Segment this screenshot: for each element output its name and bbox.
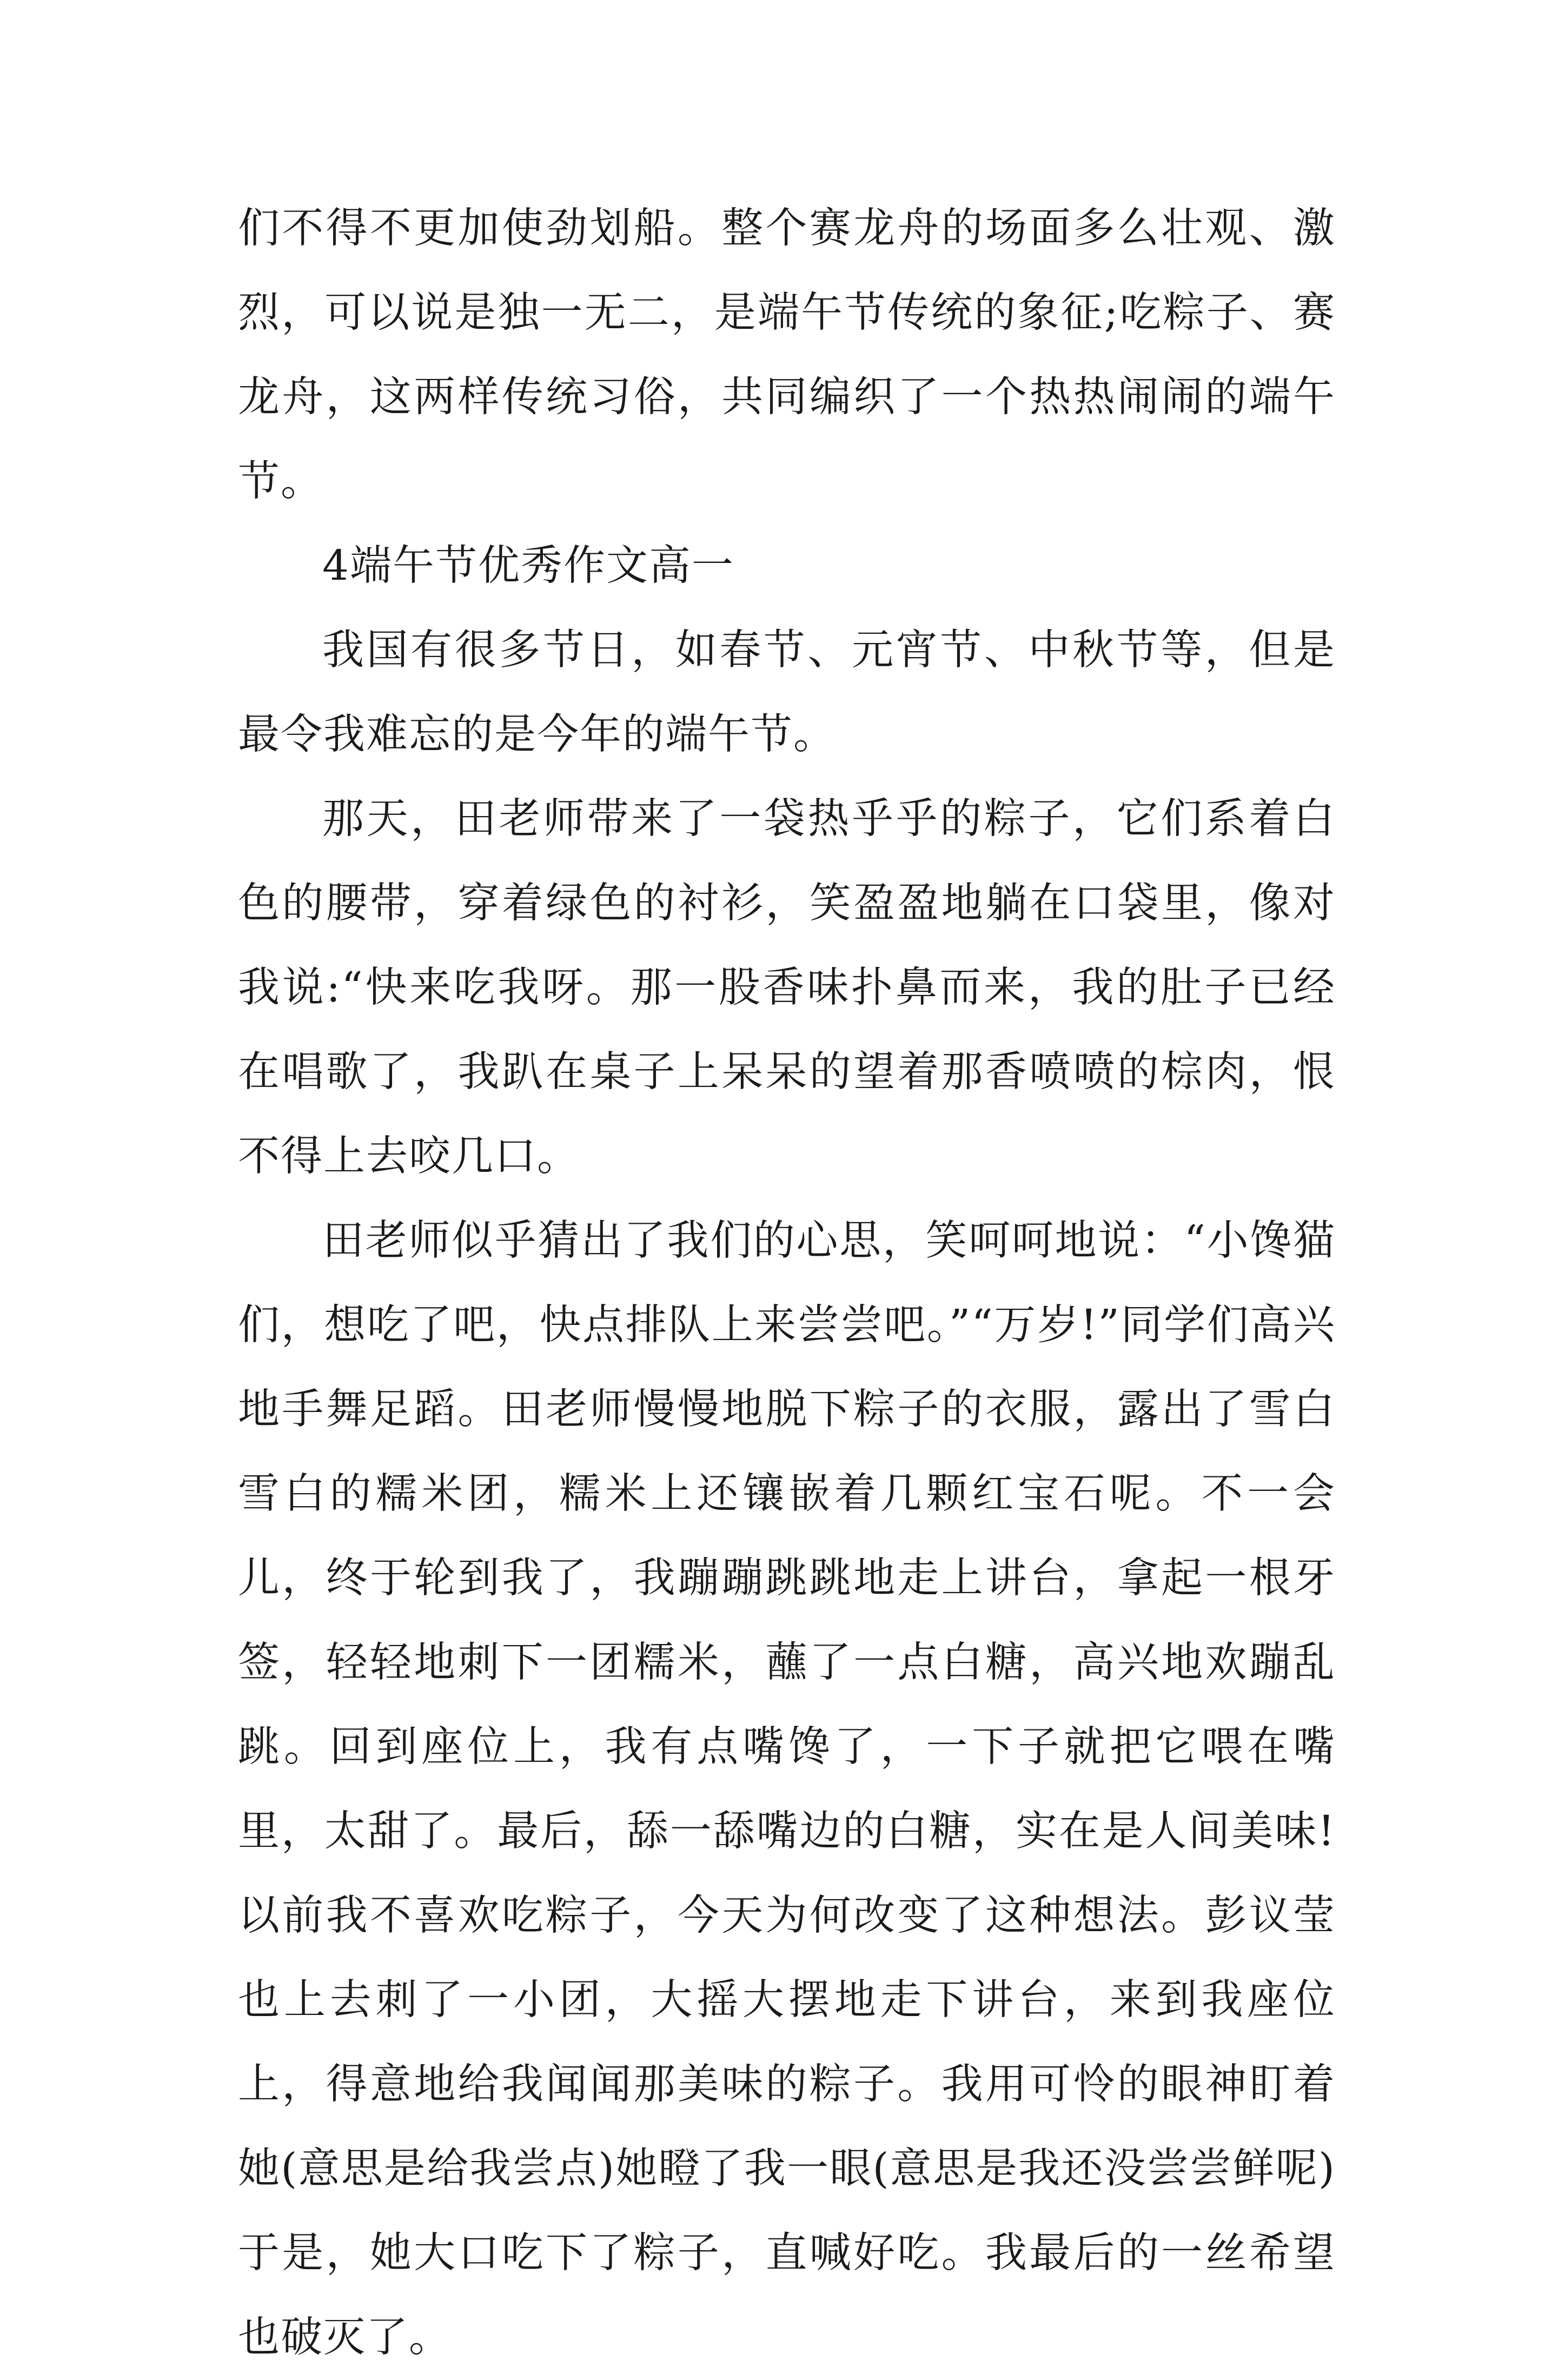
section-heading: 4端午节优秀作文高一 — [322, 542, 734, 590]
paragraph: 那天，田老师带来了一袋热乎乎的粽子，它们系着白色的腰带，穿着绿色的衬衫，笑盈盈地躺在口袋里，像对我说:“快来吃我呀。那一股香味扑鼻而来，我的肚子已经在唱歌了，我趴在桌子上呆呆的望着那香喷喷的棕肉，恨不得上去咬几口。 — [238, 795, 1336, 1181]
document-body — [238, 187, 1336, 2380]
paragraph: 我国有很多节日，如春节、元宵节、中秋节等，但是最令我难忘的是今年的端午节。 — [238, 626, 1336, 759]
paragraph-continuation: 们不得不更加使劲划船。整个赛龙舟的场面多么壮观、激烈，可以说是独一无二，是端午节传统的象征;吃粽子、赛龙舟，这两样传统习俗，共同编织了一个热热闹闹的端午节。 — [238, 204, 1336, 506]
paragraph: 田老师似乎猜出了我们的心思，笑呵呵地说：“小馋猫们，想吃了吧，快点排队上来尝尝吧。”“万岁!”同学们高兴地手舞足蹈。田老师慢慢地脱下粽子的衣服，露出了雪白雪白的糯米团，糯米上还镶嵌着几颗红宝石呢。不一会儿，终于轮到我了，我蹦蹦跳跳地走上讲台，拿起一根牙签，轻轻地刺下一团糯米，蘸了一点白糖，高兴地欢蹦乱跳。回到座位上，我有点嘴馋了，一下子就把它喂在嘴里，太甜了。最后，舔一舔嘴边的白糖，实在是人间美味!以前我不喜欢吃粽子，今天为何改变了这种想法。彭议莹也上去刺了一小团，大摇大摆地走下讲台，来到我座位上，得意地给我闻闻那美味的粽子。我用可怜的眼神盯着她(意思是给我尝点)她瞪了我一眼(意思是我还没尝尝鲜呢)于是，她大口吃下了粽子，直喊好吃。我最后的一丝希望也破灭了。 — [238, 1217, 1336, 2362]
